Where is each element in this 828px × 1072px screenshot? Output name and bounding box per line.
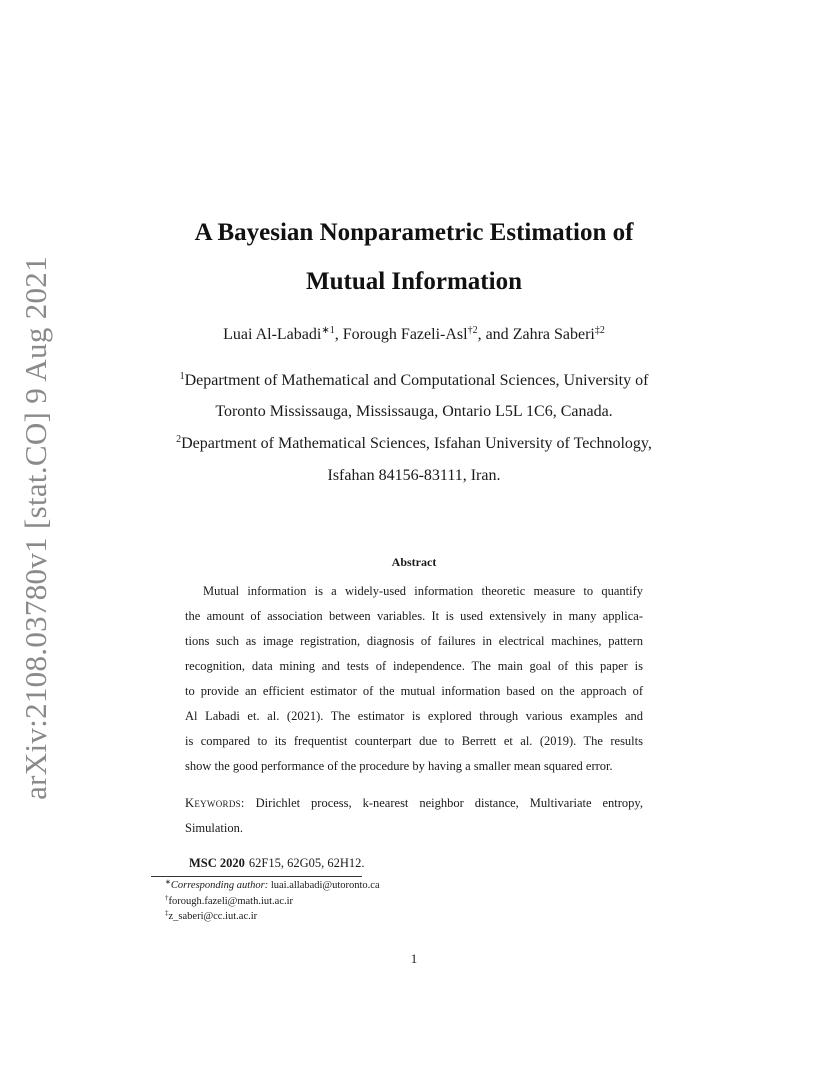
msc-classification [189, 856, 365, 871]
affiliation-text: Department of Mathematical Sciences, Isfahan University of Technology, [181, 435, 652, 452]
abstract-line: recognition, data mining and tests of independence. The main goal of this paper is [185, 659, 643, 673]
affiliation-2-line-1 [0, 435, 828, 453]
affiliation-1-line-2: Toronto Mississauga, Mississauga, Ontario L5L 1C6, Canada. [215, 403, 613, 420]
author-mark: †2 [467, 325, 478, 336]
page-number: 1 [410, 951, 418, 966]
abstract-line: Mutual information is a widely-used information theoretic measure to quantify [203, 584, 643, 598]
msc-codes: 62F15, 62G05, 62H12. [248, 856, 365, 870]
author-name: Forough Fazeli-Asl [342, 326, 468, 343]
abstract-line: show the good performance of the procedure by having a smaller mean squared error. [185, 759, 613, 773]
affiliation-number: 2 [176, 434, 182, 445]
footnote-email: forough.fazeli@math.iut.ac.ir [168, 896, 294, 907]
abstract-line: tions such as image registration, diagnosis of failures in electrical machines, pattern [185, 634, 643, 648]
affiliation-2-line-2: Isfahan 84156-83111, Iran. [327, 467, 501, 484]
abstract-heading: Abstract [391, 555, 437, 569]
abstract-line: to provide an efficient estimator of the mutual information based on the approach of [185, 684, 643, 698]
author-name: Luai Al-Labadi [223, 326, 322, 343]
affiliation-text: Department of Mathematical and Computational Sciences, University of [184, 372, 649, 389]
footnote-rule [151, 876, 362, 877]
abstract-line: the amount of association between variables. It is used extensively in many applica- [185, 609, 643, 623]
paper-title-line-2: Mutual Information [306, 268, 522, 295]
footnote-label: Corresponding author: [170, 880, 269, 891]
footnote-corresponding-author [165, 880, 380, 891]
affiliation-1-line-1 [0, 372, 828, 390]
footnote-third-author [165, 911, 257, 922]
author-name: Zahra Saberi [512, 326, 595, 343]
msc-label: MSC 2020 [189, 856, 245, 870]
footnote-mark: ∗ [165, 878, 171, 886]
keywords-line-1 [185, 796, 643, 811]
abstract-line: Al Labadi et. al. (2021). The estimator is explored through various examples and [185, 709, 643, 723]
footnote-email: z_saberi@cc.iut.ac.ir [168, 911, 258, 922]
author-mark: ∗1 [321, 325, 335, 336]
footnote-second-author [165, 896, 293, 907]
footnote-mark: † [165, 894, 169, 902]
author-mark: ‡2 [594, 325, 605, 336]
author-separator: , [334, 326, 343, 343]
author-list [0, 326, 828, 344]
paper-title-line-1: A Bayesian Nonparametric Estimation of [194, 219, 634, 246]
keywords-line-2: Simulation. [185, 821, 243, 835]
keywords-text: Dirichlet process, k-nearest neighbor distance, Multivariate entropy, [255, 796, 643, 810]
keywords-label: Keywords: [185, 796, 245, 810]
abstract-line: is compared to its frequentist counterpart due to Berrett et al. (2019). The results [185, 734, 643, 748]
footnote-mark: ‡ [165, 909, 169, 917]
author-separator: , and [477, 326, 513, 343]
arxiv-identifier-stamp: arXiv:2108.03780v1 [stat.CO] 9 Aug 2021 [18, 256, 53, 800]
footnote-email: luai.allabadi@utoronto.ca [270, 880, 380, 891]
affiliation-number: 1 [179, 371, 185, 382]
